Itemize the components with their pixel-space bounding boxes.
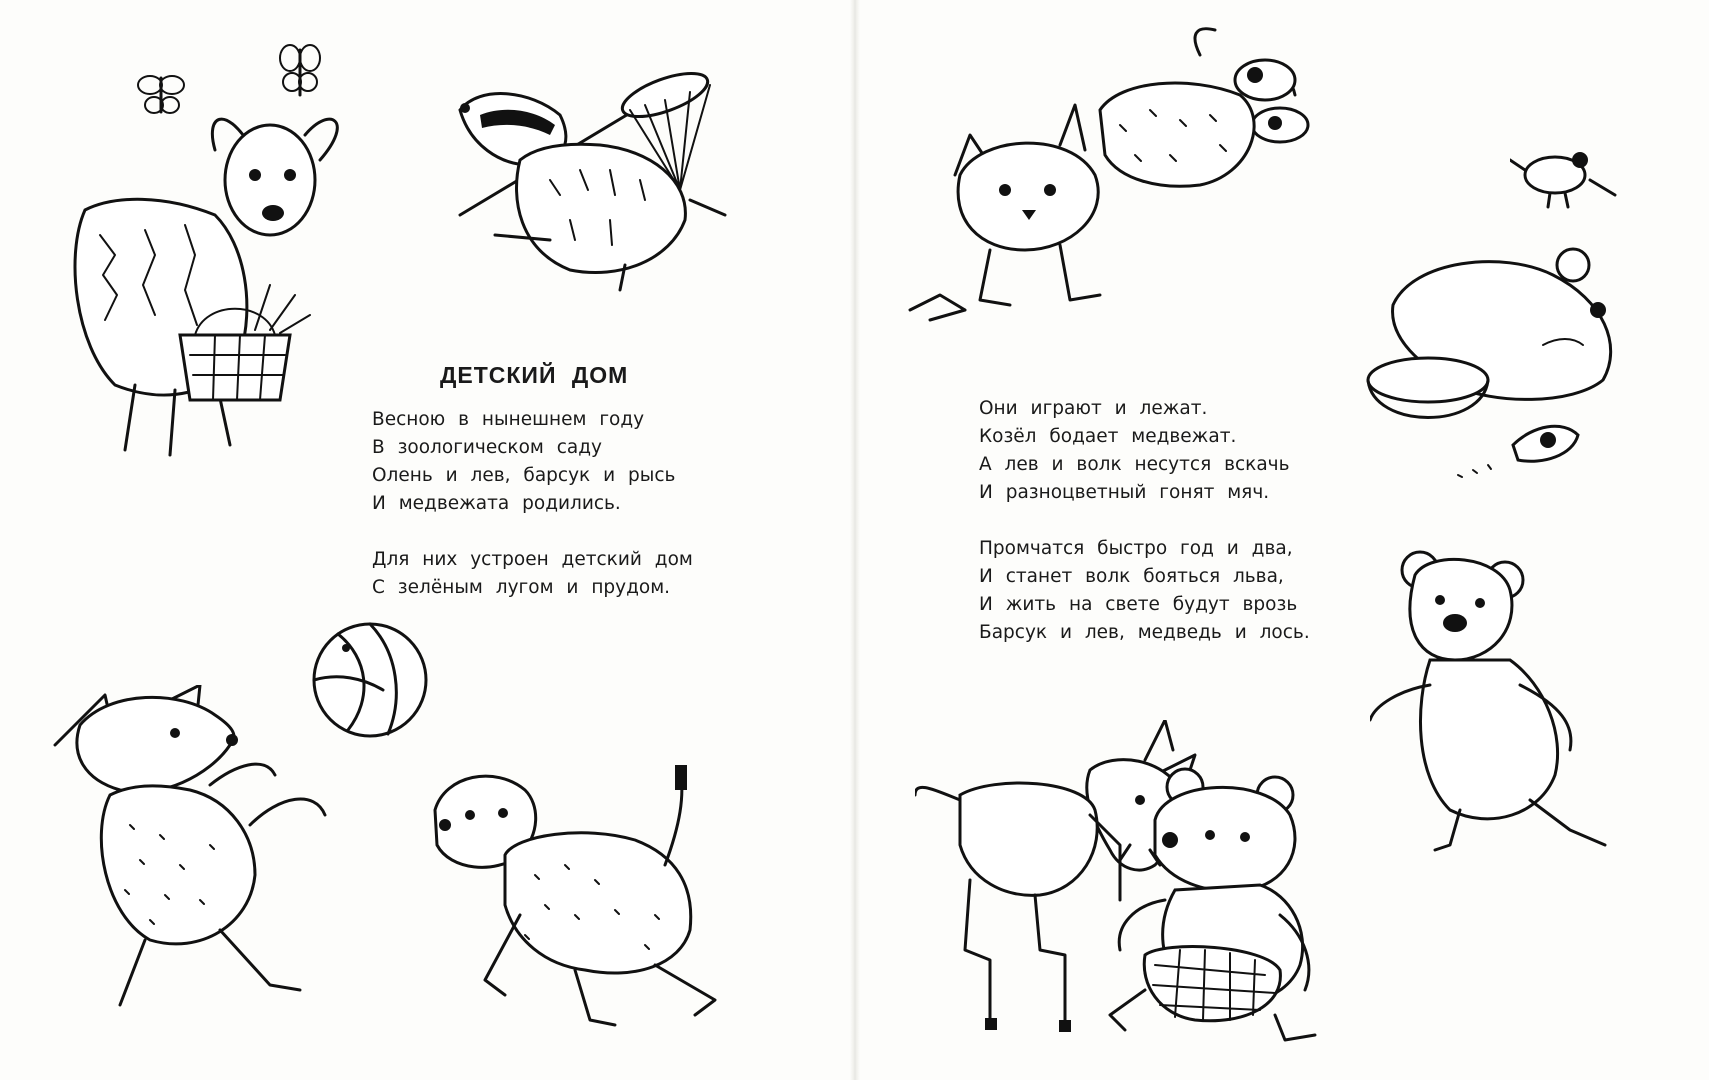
- poem-line: Барсук и лев, медведь и лось.: [979, 622, 1310, 643]
- checkered-shorts: [1144, 947, 1280, 1021]
- stanza-2: [372, 546, 693, 602]
- poem-line: Весною в нынешнем году: [372, 409, 645, 430]
- stanza-3: [979, 395, 1290, 507]
- deer-fawn-illustration: [55, 105, 350, 465]
- butterfly-right: [280, 45, 320, 95]
- poem-line: Промчатся быстро год и два,: [979, 538, 1293, 559]
- small-bird-pecking: [1458, 426, 1578, 477]
- poem-line: А лев и волк несутся вскачь: [979, 454, 1290, 475]
- poem-line: И медвежата родились.: [372, 493, 621, 514]
- poem-title: ДЕТСКИЙ ДОМ: [440, 362, 629, 388]
- stanza-4: [979, 535, 1310, 647]
- bear-cub-walking-illustration: [1370, 545, 1610, 905]
- left-page: [0, 0, 854, 1080]
- right-page: [855, 0, 1709, 1080]
- bear-cub-sitting-illustration: [1085, 765, 1330, 1045]
- poem-line: И жить на свете будут врозь: [979, 594, 1298, 615]
- poem-line: С зелёным лугом и прудом.: [372, 577, 671, 598]
- lynx-kitten-illustration: [870, 25, 1310, 330]
- lion-cub-illustration: [425, 765, 745, 1035]
- poem-line: Козёл бодает медвежат.: [979, 426, 1237, 447]
- poem-line: И станет волк бояться льва,: [979, 566, 1284, 587]
- badger-illustration: [450, 70, 735, 300]
- stanza-1: [372, 406, 675, 518]
- poem-line: В зоологическом саду: [372, 437, 602, 458]
- bowl: [1368, 358, 1488, 418]
- sleeping-bear-cub-illustration: [1363, 245, 1633, 485]
- poem-line: И разноцветный гонят мяч.: [979, 482, 1270, 503]
- bird-illustration: [1510, 135, 1620, 210]
- poem-line: Олень и лев, барсук и рысь: [372, 465, 676, 486]
- poem-line: Они играют и лежат.: [979, 398, 1208, 419]
- poem-line: Для них устроен детский дом: [372, 549, 693, 570]
- wolf-cub-illustration: [50, 685, 350, 1015]
